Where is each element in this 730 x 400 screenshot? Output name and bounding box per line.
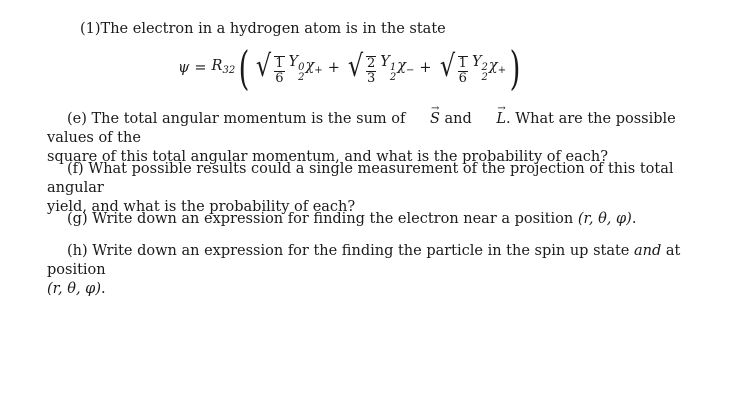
spherical-harmonic-2: Y 1 2 [380, 54, 397, 83]
wavefunction-equation [178, 41, 524, 95]
term-3 [437, 50, 507, 86]
right-paren: ) [509, 41, 521, 95]
part-g: (g) Write down an expression for finding the electron near a position (r, θ, φ). [67, 211, 637, 227]
problem-intro: (1)The electron in a hydrogen atom is in the state [80, 21, 446, 37]
position-coords-g: (r, θ, φ) [577, 211, 632, 227]
radial-function: $R_{32}$ [211, 57, 236, 76]
spin-vector-S: S → [410, 110, 440, 129]
part-e-line1: (e) The total angular momentum is the sum of S → and L →. What are the possible values of the [47, 110, 687, 148]
spinor-1: $\chi_+$ [305, 57, 323, 76]
part-f [47, 160, 687, 217]
sqrt-coefficient-1: √ $\frac{1}{6}$ [256, 49, 284, 86]
spherical-harmonic-3: Y 2 2 [471, 54, 488, 83]
plus-2: + [419, 59, 432, 76]
position-coords-h: (r, θ, φ) [47, 281, 101, 297]
spherical-harmonic-1: Y 0 2 [288, 54, 305, 83]
orbital-vector-L: L → [476, 110, 506, 129]
left-paren: ( [238, 41, 250, 95]
term-1 [253, 50, 345, 86]
part-e-line2: square of this total angular momentum, and what is the probability of each? [47, 149, 608, 165]
term-2 [345, 50, 437, 86]
part-h-line1: (h) Write down an expression for the finding the particle in the spin up state and at position [47, 243, 681, 278]
plus-1: + [327, 59, 340, 76]
part-e [47, 110, 687, 167]
part-f-line2: yield, and what is the probability of each? [47, 199, 356, 215]
sqrt-coefficient-2: √ $\frac{2}{3}$ [347, 49, 376, 86]
part-h-line2: (r, θ, φ). [47, 281, 106, 297]
psi-symbol: ψ [178, 59, 190, 76]
spinor-3: $\chi_+$ [488, 57, 507, 76]
emphasis-and: and [634, 243, 662, 259]
part-f-line1: (f) What possible results could a single measurement of the projection of this total angular [47, 161, 674, 196]
part-h [47, 242, 687, 299]
equals-sign: = [194, 59, 207, 76]
spinor-2: $\chi_-$ [397, 57, 415, 76]
sqrt-coefficient-3: √ $\frac{1}{6}$ [439, 49, 467, 86]
